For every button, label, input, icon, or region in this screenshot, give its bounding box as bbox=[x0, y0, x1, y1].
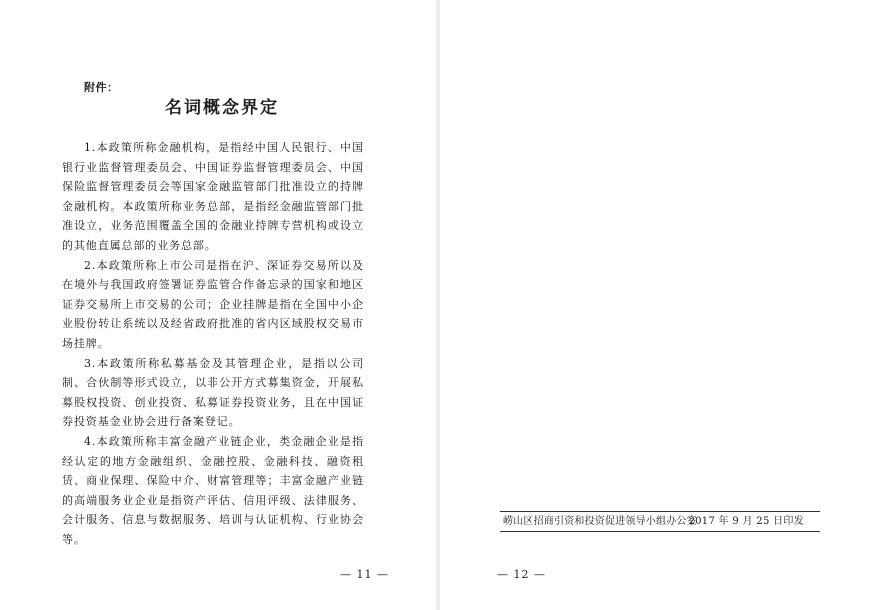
page-12 bbox=[440, 0, 870, 610]
definition-paragraph-3: 3.本政策所称私募基金及其管理企业，是指以公司制、合伙制等形式设立，以非公开方式募集资金，开展私募股权投资、创业投资、私募证券投资业务，且在中国证券投资基金业协会进行备案登记。 bbox=[62, 356, 364, 429]
definition-paragraph-4: 4.本政策所称丰富金融产业链企业，类金融企业是指经认定的地方金融组织、金融控股、金融科技、融资租赁、商业保理、保险中介、财富管理等；丰富金融产业链的高端服务业企业是指资产评估、信用评级、法律服务、会计服务、信息与数据服务、培训与认证机构、行业协会等。 bbox=[62, 434, 364, 546]
definitions-body bbox=[62, 138, 364, 549]
issuing-office: 崂山区招商引资和投资促进领导小组办公室 bbox=[503, 516, 697, 527]
imprint-block bbox=[500, 511, 820, 532]
document-title: 名词概念界定 bbox=[165, 98, 279, 118]
page-number-left: — 11 — bbox=[340, 568, 389, 581]
page-number-right: — 12 — bbox=[497, 568, 546, 581]
issue-date: 2017 年 9 月 25 日印发 bbox=[688, 516, 804, 527]
definition-paragraph-2: 2.本政策所称上市公司是指在沪、深证券交易所以及在境外与我国政府签署证券监管合作备忘录的国家和地区证券交易所上市交易的公司；企业挂牌是指在全国中小企业股份转让系统以及经省政府批准的省内区域股权交易市场挂牌。 bbox=[62, 258, 364, 350]
definition-paragraph-1: 1.本政策所称金融机构，是指经中国人民银行、中国银行业监督管理委员会、中国证券监督管理委员会、中国保险监督管理委员会等国家金融监管部门批准设立的持牌金融机构。本政策所称业务总部，是指经金融监管部门批准设立，业务范围覆盖全国的金融业持牌专营机构或设立的其他直属总部的业务总部。 bbox=[62, 141, 364, 252]
attachment-label: 附件： bbox=[84, 81, 119, 94]
